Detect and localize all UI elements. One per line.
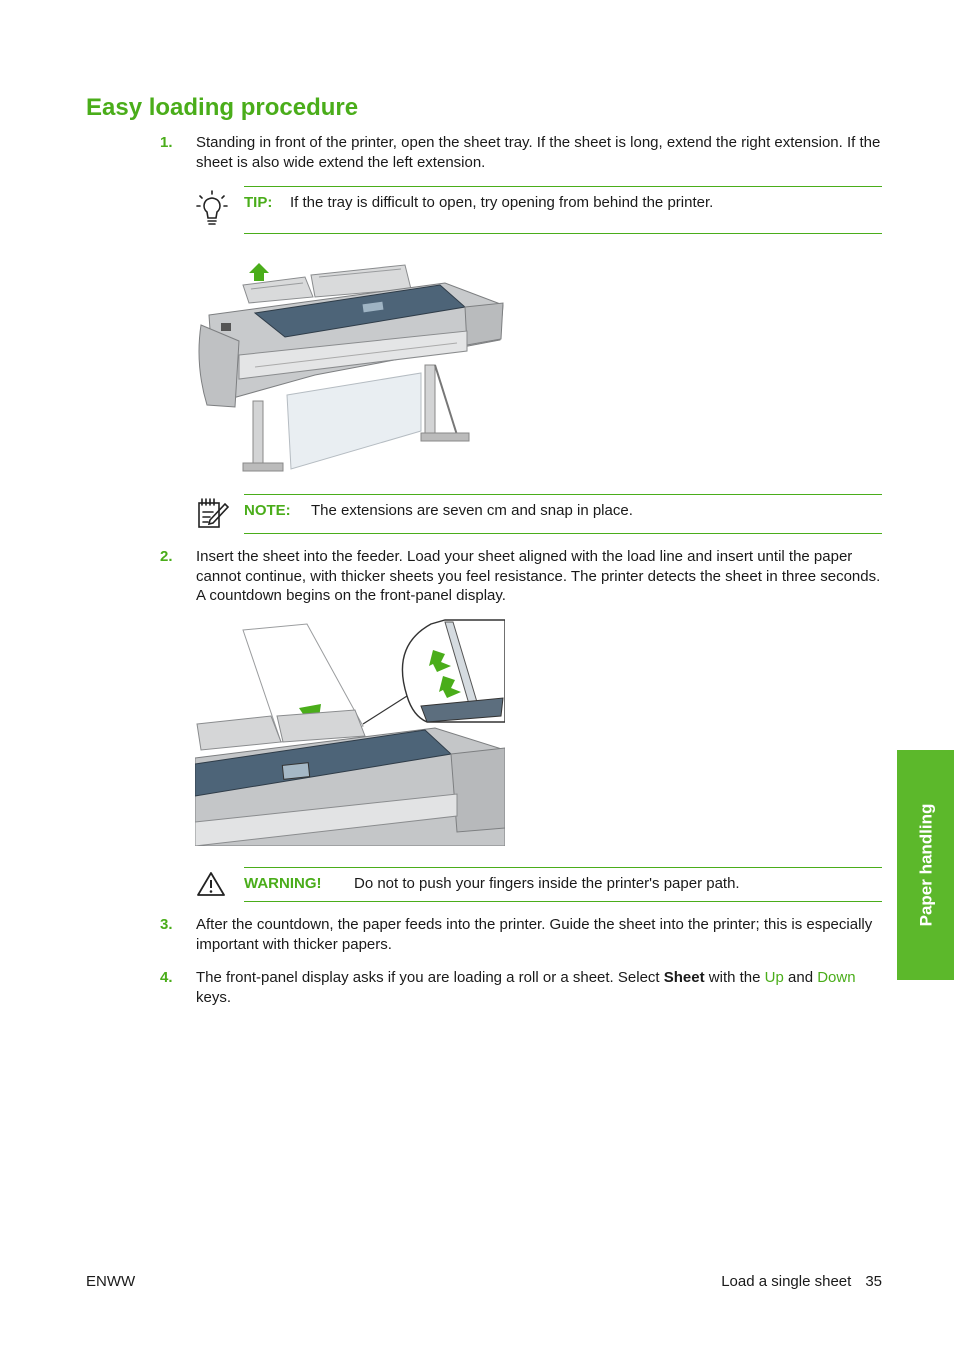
lightbulb-icon — [196, 190, 230, 230]
step-text: After the countdown, the paper feeds into the printer. Guide the sheet into the printer; this is especially important with thicker papers. — [196, 916, 873, 953]
step-1 — [160, 133, 882, 172]
step-text: Standing in front of the printer, open the sheet tray. If the sheet is long, extend the right extension. If the sheet is also wide extend the left extension. — [196, 134, 881, 171]
sheet-insert-illustration — [195, 618, 505, 846]
divider — [244, 186, 882, 187]
step-number: 1. — [160, 134, 173, 151]
step-2 — [160, 547, 882, 606]
note-callout — [196, 494, 882, 534]
up-arrow-icon — [249, 263, 269, 281]
warning-text: Do not to push your fingers inside the printer's paper path. — [354, 875, 740, 892]
tip-label: TIP: — [244, 194, 273, 211]
warning-label: WARNING! — [244, 875, 322, 892]
text-run: and — [783, 969, 818, 986]
footer-right — [721, 1272, 882, 1292]
chapter-tab-label: Paper handling — [915, 803, 935, 927]
tip-callout — [196, 186, 882, 234]
text-run: keys. — [196, 988, 232, 1006]
step-3 — [160, 915, 882, 954]
divider — [244, 494, 882, 495]
text-run: The front-panel display asks if you are loading a roll or a sheet. Select — [196, 969, 664, 986]
footer-left: ENWW — [86, 1273, 136, 1290]
printer-tray-illustration — [195, 255, 505, 473]
down-key: Down — [817, 969, 856, 986]
warning-triangle-icon — [196, 871, 226, 897]
step-text: Insert the sheet into the feeder. Load your sheet aligned with the load line and insert until the paper cannot continue, with thicker sheets you feel resistance. The printer detects the sheet in three seconds. A countdown begins on the front-panel display. — [196, 548, 881, 604]
divider — [244, 533, 882, 534]
footer-section: Load a single sheet — [721, 1273, 852, 1290]
note-text: The extensions are seven cm and snap in place. — [311, 502, 633, 519]
up-key: Up — [764, 969, 784, 986]
sheet-option: Sheet — [663, 969, 705, 986]
warning-callout — [196, 867, 882, 902]
text-run: with the — [704, 969, 765, 986]
divider — [244, 901, 882, 902]
page-title: Easy loading procedure — [86, 94, 359, 121]
step-number: 2. — [160, 548, 173, 565]
step-text — [196, 968, 882, 1007]
note-label: NOTE: — [244, 502, 291, 519]
step-number: 4. — [160, 969, 173, 986]
step-4 — [160, 968, 882, 1007]
step-number: 3. — [160, 916, 173, 933]
chapter-tab — [897, 750, 954, 980]
tip-text: If the tray is difficult to open, try opening from behind the printer. — [290, 194, 714, 211]
note-pad-icon — [196, 496, 230, 530]
divider — [244, 233, 882, 234]
divider — [244, 867, 882, 868]
page-number: 35 — [865, 1273, 882, 1290]
